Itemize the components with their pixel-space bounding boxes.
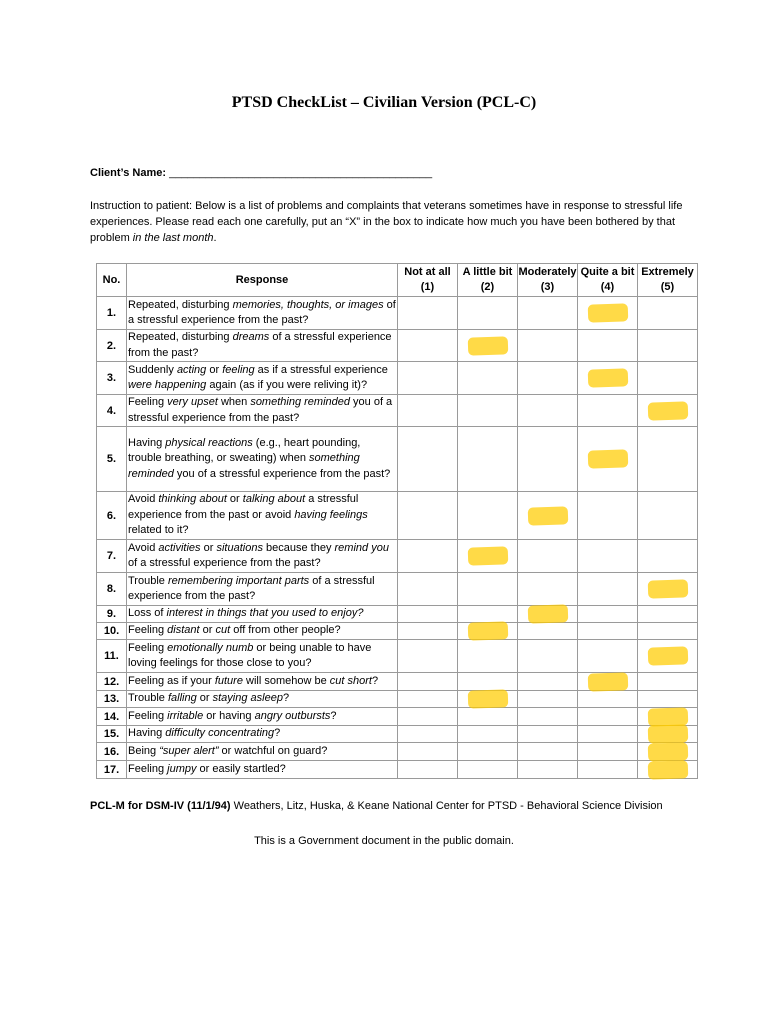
item-number: 13. — [97, 691, 127, 708]
table-row — [97, 330, 698, 362]
client-name-label: Client’s Name: — [90, 167, 167, 179]
response-text: of a stressful experience from the past? — [128, 574, 375, 602]
rating-box-moderately[interactable] — [518, 395, 578, 427]
table-row — [97, 606, 698, 623]
response-text: Loss of — [128, 607, 167, 620]
rating-box-moderately[interactable] — [518, 573, 578, 606]
response-text: Trouble — [128, 574, 168, 587]
rating-box-a-little-bit[interactable] — [458, 623, 518, 640]
rating-box-extremely[interactable] — [638, 540, 698, 573]
rating-box-extremely[interactable] — [638, 330, 698, 362]
rating-box-not-at-all[interactable] — [398, 427, 458, 492]
table-header-row — [97, 264, 698, 297]
rating-box-not-at-all[interactable] — [398, 743, 458, 761]
rating-box-extremely[interactable] — [638, 492, 698, 540]
rating-box-not-at-all[interactable] — [398, 492, 458, 540]
response-emphasis: talking about — [242, 493, 306, 506]
rating-box-not-at-all[interactable] — [398, 573, 458, 606]
rating-box-quite-a-bit[interactable] — [578, 691, 638, 708]
rating-box-moderately[interactable] — [518, 743, 578, 761]
header-quite-a-bit — [578, 264, 638, 297]
highlight-mark — [647, 646, 688, 665]
rating-box-quite-a-bit[interactable] — [578, 540, 638, 573]
rating-box-not-at-all[interactable] — [398, 297, 458, 330]
rating-box-not-at-all[interactable] — [398, 726, 458, 743]
response-text: or — [200, 541, 217, 554]
header-a-little-bit — [458, 264, 518, 297]
table-row — [97, 673, 698, 691]
rating-box-quite-a-bit[interactable] — [578, 427, 638, 492]
table-row — [97, 395, 698, 427]
rating-box-not-at-all[interactable] — [398, 606, 458, 623]
item-number: 17. — [97, 761, 127, 779]
response-text: Avoid — [128, 493, 159, 506]
response-text: or — [226, 493, 243, 506]
table-row — [97, 297, 698, 330]
rating-box-extremely[interactable] — [638, 673, 698, 691]
response-text: of a stressful experience from the past? — [128, 331, 392, 359]
response-text: Being — [128, 744, 160, 757]
header-value: (1) — [420, 281, 435, 293]
response-text: Feeling — [128, 624, 168, 637]
rating-box-a-little-bit[interactable] — [458, 640, 518, 673]
rating-box-extremely[interactable] — [638, 708, 698, 726]
response-text: Repeated, disturbing — [128, 331, 233, 343]
rating-box-moderately[interactable] — [518, 362, 578, 395]
rating-box-quite-a-bit[interactable] — [578, 673, 638, 691]
rating-box-a-little-bit[interactable] — [458, 673, 518, 691]
rating-box-extremely[interactable] — [638, 640, 698, 673]
rating-box-a-little-bit[interactable] — [458, 540, 518, 573]
rating-box-a-little-bit[interactable] — [458, 492, 518, 540]
highlight-mark — [647, 707, 688, 726]
highlight-mark — [467, 336, 508, 355]
instruction-emphasis: in the last month — [132, 232, 214, 244]
rating-box-moderately[interactable] — [518, 540, 578, 573]
item-response — [127, 743, 398, 761]
response-text: (e.g., heart pounding, trouble breathing, or sweating) when — [128, 436, 361, 465]
rating-box-a-little-bit[interactable] — [458, 395, 518, 427]
response-text: you of a stressful experience from the past? — [128, 396, 393, 424]
response-text: ? — [274, 727, 281, 740]
item-number: 6. — [97, 492, 127, 540]
response-emphasis: distant — [167, 624, 200, 637]
item-number: 2. — [97, 330, 127, 362]
response-text: or — [206, 363, 223, 376]
highlight-mark — [527, 604, 568, 623]
response-emphasis: “super alert” — [159, 744, 219, 757]
response-text: as if a stressful experience — [254, 363, 388, 376]
highlight-mark — [647, 742, 688, 761]
rating-box-not-at-all[interactable] — [398, 673, 458, 691]
table-row — [97, 708, 698, 726]
header-label: Moderately — [518, 266, 577, 278]
rating-box-moderately[interactable] — [518, 761, 578, 779]
rating-box-not-at-all[interactable] — [398, 330, 458, 362]
item-number: 16. — [97, 743, 127, 761]
rating-box-a-little-bit[interactable] — [458, 726, 518, 743]
item-number: 14. — [97, 708, 127, 726]
response-emphasis: activities — [158, 541, 201, 554]
table-row — [97, 623, 698, 640]
rating-box-not-at-all[interactable] — [398, 395, 458, 427]
rating-box-quite-a-bit[interactable] — [578, 708, 638, 726]
response-text: ? — [330, 709, 337, 722]
response-text: off from other people? — [230, 624, 341, 637]
item-number: 11. — [97, 640, 127, 673]
response-text: Avoid — [128, 541, 159, 554]
table-body — [97, 297, 698, 779]
header-label: Not at all — [404, 266, 451, 278]
highlight-mark — [587, 303, 628, 322]
highlight-mark — [647, 401, 688, 420]
item-number: 12. — [97, 673, 127, 691]
response-text: Suddenly — [128, 363, 177, 376]
response-text: related to it? — [128, 524, 189, 537]
header-no: No. — [97, 264, 127, 297]
item-response — [127, 540, 398, 573]
rating-box-moderately[interactable] — [518, 297, 578, 330]
table-row — [97, 427, 698, 492]
table-row — [97, 540, 698, 573]
response-text: Having — [128, 436, 166, 449]
response-text: or being unable to have loving feelings for those close to you? — [128, 641, 372, 669]
response-emphasis: emotionally numb — [167, 641, 254, 654]
response-text: Feeling — [128, 641, 168, 654]
rating-box-not-at-all[interactable] — [398, 640, 458, 673]
rating-box-a-little-bit[interactable] — [458, 743, 518, 761]
response-emphasis: memories, thoughts, or images — [232, 298, 384, 311]
rating-box-not-at-all[interactable] — [398, 691, 458, 708]
header-label: A little bit — [462, 266, 513, 278]
highlight-mark — [467, 689, 508, 708]
response-text: when — [217, 396, 251, 408]
rating-box-moderately[interactable] — [518, 691, 578, 708]
item-response — [127, 492, 398, 540]
highlight-mark — [647, 579, 688, 598]
item-response — [127, 330, 398, 362]
rating-box-moderately[interactable] — [518, 726, 578, 743]
header-label: Extremely — [641, 266, 694, 278]
response-text: Feeling as if your — [128, 674, 215, 687]
rating-box-a-little-bit[interactable] — [458, 297, 518, 330]
response-text: or easily startled? — [196, 762, 286, 775]
item-response — [127, 606, 398, 623]
highlight-mark — [467, 621, 508, 640]
response-text: Trouble — [128, 692, 168, 705]
rating-box-moderately[interactable] — [518, 492, 578, 540]
rating-box-quite-a-bit[interactable] — [578, 330, 638, 362]
response-emphasis: having feelings — [294, 508, 368, 521]
rating-box-extremely[interactable] — [638, 761, 698, 779]
item-number: 5. — [97, 427, 127, 492]
rating-box-moderately[interactable] — [518, 427, 578, 492]
response-emphasis: very upset — [167, 396, 218, 408]
rating-box-moderately[interactable] — [518, 640, 578, 673]
rating-box-quite-a-bit[interactable] — [578, 297, 638, 330]
citation-bold: PCL-M for DSM-IV (11/1/94) — [90, 800, 231, 812]
item-response — [127, 297, 398, 330]
response-text: a stressful experience from the past or avoid — [128, 493, 359, 521]
rating-box-quite-a-bit[interactable] — [578, 573, 638, 606]
response-text: Having — [128, 727, 166, 740]
item-response — [127, 573, 398, 606]
citation — [90, 800, 663, 812]
highlight-mark — [647, 724, 688, 743]
rating-box-not-at-all[interactable] — [398, 540, 458, 573]
client-name-line: ___________________________________________ — [169, 167, 433, 179]
rating-box-extremely[interactable] — [638, 743, 698, 761]
highlight-mark — [587, 672, 628, 691]
header-label: Quite a bit — [580, 266, 635, 278]
response-text: or — [199, 624, 216, 637]
table-row — [97, 726, 698, 743]
response-text: Feeling — [128, 396, 168, 408]
rating-box-moderately[interactable] — [518, 708, 578, 726]
rating-box-a-little-bit[interactable] — [458, 708, 518, 726]
response-emphasis: were happening — [128, 379, 207, 391]
rating-box-quite-a-bit[interactable] — [578, 492, 638, 540]
response-emphasis: situations — [216, 541, 263, 554]
response-text: or having — [203, 709, 255, 722]
item-number: 10. — [97, 623, 127, 640]
rating-box-moderately[interactable] — [518, 673, 578, 691]
table-row — [97, 691, 698, 708]
rating-box-extremely[interactable] — [638, 427, 698, 492]
item-number: 15. — [97, 726, 127, 743]
public-domain-notice: This is a Government document in the public domain. — [254, 835, 514, 847]
item-response — [127, 362, 398, 395]
document-title: PTSD CheckList – Civilian Version (PCL-C) — [231, 94, 537, 111]
item-response — [127, 623, 398, 640]
response-emphasis: remind you — [334, 541, 389, 554]
response-emphasis: cut short — [329, 674, 372, 687]
rating-box-a-little-bit[interactable] — [458, 761, 518, 779]
response-emphasis: future — [214, 674, 243, 687]
rating-box-extremely[interactable] — [638, 573, 698, 606]
item-response — [127, 691, 398, 708]
header-value: (4) — [600, 281, 615, 293]
item-response — [127, 640, 398, 673]
header-moderately — [518, 264, 578, 297]
response-emphasis: dreams — [232, 331, 270, 343]
rating-box-extremely[interactable] — [638, 726, 698, 743]
item-number: 7. — [97, 540, 127, 573]
response-emphasis: angry outbursts — [254, 709, 331, 722]
rating-box-extremely[interactable] — [638, 362, 698, 395]
rating-box-extremely[interactable] — [638, 395, 698, 427]
instruction-end: . — [213, 232, 217, 244]
highlight-mark — [647, 760, 688, 779]
response-emphasis: physical reactions — [165, 436, 253, 449]
rating-box-moderately[interactable] — [518, 606, 578, 623]
rating-box-not-at-all[interactable] — [398, 362, 458, 395]
rating-box-quite-a-bit[interactable] — [578, 761, 638, 779]
header-value: (2) — [480, 281, 495, 293]
highlight-mark — [587, 368, 628, 387]
response-text: again (as if you were reliving it)? — [206, 379, 368, 391]
response-emphasis: difficulty concentrating — [165, 727, 275, 740]
header-value: (5) — [660, 281, 675, 293]
item-response — [127, 726, 398, 743]
rating-box-extremely[interactable] — [638, 297, 698, 330]
item-response — [127, 395, 398, 427]
rating-box-quite-a-bit[interactable] — [578, 726, 638, 743]
table-row — [97, 573, 698, 606]
item-number: 1. — [97, 297, 127, 330]
rating-box-quite-a-bit[interactable] — [578, 743, 638, 761]
citation-text: Weathers, Litz, Huska, & Keane National Center for PTSD - Behavioral Science Division — [230, 800, 663, 812]
response-text: will somehow be — [242, 674, 330, 687]
item-number: 4. — [97, 395, 127, 427]
response-text: or watchful on guard? — [218, 744, 328, 757]
response-emphasis: cut — [215, 624, 231, 637]
rating-box-extremely[interactable] — [638, 691, 698, 708]
response-emphasis: acting — [176, 363, 207, 376]
checklist-table — [96, 263, 698, 779]
table-row — [97, 743, 698, 761]
table-row — [97, 492, 698, 540]
rating-box-extremely[interactable] — [638, 606, 698, 623]
rating-box-a-little-bit[interactable] — [458, 573, 518, 606]
item-response — [127, 708, 398, 726]
rating-box-quite-a-bit[interactable] — [578, 640, 638, 673]
item-number: 8. — [97, 573, 127, 606]
rating-box-quite-a-bit[interactable] — [578, 606, 638, 623]
item-response — [127, 761, 398, 779]
highlight-mark — [587, 449, 628, 468]
highlight-mark — [527, 506, 568, 525]
rating-box-extremely[interactable] — [638, 623, 698, 640]
response-emphasis: remembering important parts — [167, 574, 310, 587]
rating-box-not-at-all[interactable] — [398, 761, 458, 779]
instruction-paragraph — [90, 198, 710, 246]
response-emphasis: jumpy — [167, 762, 197, 775]
rating-box-moderately[interactable] — [518, 330, 578, 362]
rating-box-not-at-all[interactable] — [398, 623, 458, 640]
response-text: of a stressful experience from the past? — [128, 557, 321, 569]
response-emphasis: interest in things that you used to enjoy? — [166, 607, 364, 620]
client-name-field[interactable] — [90, 167, 432, 179]
header-extremely — [638, 264, 698, 297]
item-response — [127, 673, 398, 691]
item-number: 3. — [97, 362, 127, 395]
header-value: (3) — [540, 281, 555, 293]
rating-box-a-little-bit[interactable] — [458, 362, 518, 395]
table-row — [97, 362, 698, 395]
response-text: ? — [282, 692, 290, 705]
rating-box-not-at-all[interactable] — [398, 708, 458, 726]
rating-box-moderately[interactable] — [518, 623, 578, 640]
rating-box-quite-a-bit[interactable] — [578, 623, 638, 640]
rating-box-a-little-bit[interactable] — [458, 691, 518, 708]
response-emphasis: irritable — [167, 709, 204, 722]
highlight-mark — [467, 546, 508, 565]
response-text: ? — [371, 674, 379, 687]
response-emphasis: something reminded — [250, 396, 350, 408]
rating-box-a-little-bit[interactable] — [458, 606, 518, 623]
table-row — [97, 640, 698, 673]
response-text: of a stressful experience from the past? — [128, 298, 396, 326]
response-text: Repeated, disturbing — [128, 298, 233, 311]
response-emphasis: staying asleep — [212, 692, 283, 705]
header-response: Response — [127, 264, 398, 297]
response-emphasis: thinking about — [158, 493, 227, 506]
header-not-at-all — [398, 264, 458, 297]
rating-box-quite-a-bit[interactable] — [578, 395, 638, 427]
instruction-text: Instruction to patient: Below is a list of problems and complaints that veterans sometimes have in response to stressful life experiences. Please read each one carefully, put an “X” in the box to indicate how much you have been bothered by that problem — [90, 200, 683, 244]
table-row — [97, 761, 698, 779]
item-number: 9. — [97, 606, 127, 623]
response-emphasis: something reminded — [128, 452, 360, 480]
rating-box-quite-a-bit[interactable] — [578, 362, 638, 395]
response-text: Feeling — [128, 709, 168, 722]
response-text: you of a stressful experience from the past? — [173, 467, 391, 480]
rating-box-a-little-bit[interactable] — [458, 330, 518, 362]
response-text: or — [196, 692, 213, 705]
response-text: because they — [262, 541, 335, 554]
response-emphasis: falling — [167, 692, 197, 705]
item-response — [127, 427, 398, 492]
response-emphasis: feeling — [222, 363, 255, 376]
response-text: Feeling — [128, 762, 168, 775]
rating-box-a-little-bit[interactable] — [458, 427, 518, 492]
